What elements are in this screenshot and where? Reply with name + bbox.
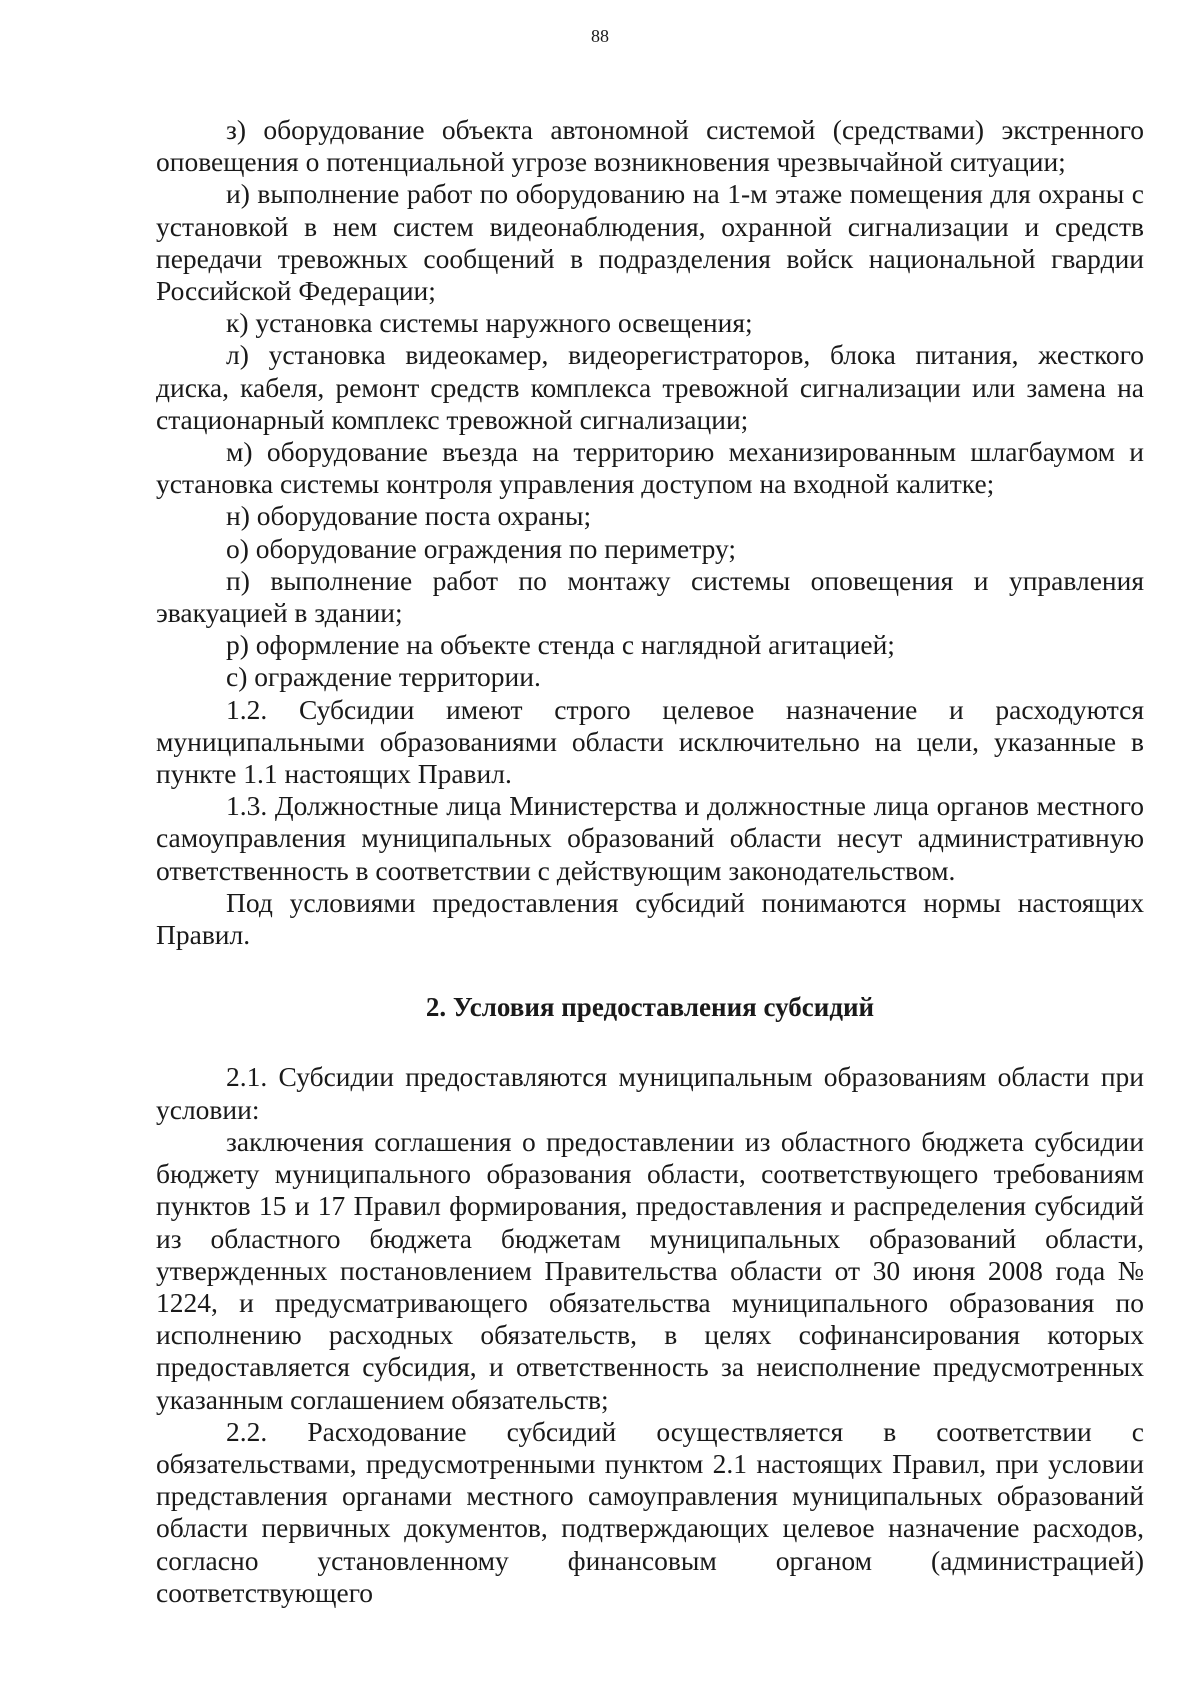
paragraph-agreement: заключения соглашения о предоставлении из областного бюджета субсидии бюджету муниципального образования области, соответствующего требованиям пунктов 15 и 17 Правил формирования, предоставления и распределения субсидий из областного бюджета бюджетам муниципальных образований области, утвержденных постановлением Правительства области от 30 июня 2008 года № 1224, и предусматривающего обязательства муниципального образования по исполнению расходных обязательств, в целях софинансирования которых предоставляется субсидия, и ответственность за неисполнение предусмотренных указанным соглашением обязательств; (156, 1125, 1144, 1415)
paragraph-item-o: о) оборудование ограждения по периметру; (226, 532, 737, 564)
paragraph-item-i: и) выполнение работ по оборудованию на 1-м этаже помещения для охраны с установкой в нем систем видеонаблюдения, охранной сигнализации и средств передачи тревожных сообщений в подразделения войск национальной гвардии Российской Федерации; (156, 178, 1144, 307)
paragraph-item-m: м) оборудование въезда на территорию механизированным шлагбаумом и установка системы контроля управления доступом на входной калитке; (156, 436, 1144, 500)
paragraph-item-n: н) оборудование поста охраны; (226, 500, 592, 532)
paragraph-1-2: 1.2. Субсидии имеют строго целевое назначение и расходуются муниципальными образованиями области исключительно на цели, указанные в пункте 1.1 настоящих Правил. (156, 693, 1144, 790)
page-number: 88 (591, 26, 609, 46)
paragraph-2-1: 2.1. Субсидии предоставляются муниципальным образованиям области при условии: (156, 1061, 1144, 1125)
paragraph-conditions-note: Под условиями предоставления субсидий понимаются нормы настоящих Правил. (156, 886, 1144, 951)
section-title: 2. Условия предоставления субсидий (425, 992, 875, 1023)
paragraph-1-3: 1.3. Должностные лица Министерства и должностные лица органов местного самоуправления муниципальных образований области несут административную ответственность в соответствии с действующим законодательством. (156, 790, 1144, 886)
paragraph-item-z: з) оборудование объекта автономной системой (средствами) экстренного оповещения о потенциальной угрозе возникновения чрезвычайной ситуации; (156, 114, 1144, 178)
paragraph-item-k: к) установка системы наружного освещения; (226, 307, 753, 339)
paragraph-2-2: 2.2. Расходование субсидий осуществляется в соответствии с обязательствами, предусмотренными пунктом 2.1 настоящих Правил, при условии представления органами местного самоуправления муниципальных образований области первичных документов, подтверждающих целевое назначение расходов, согласно установленному финансовым органом (администрацией) соответствующего (156, 1415, 1144, 1608)
document-body (156, 114, 1144, 1609)
paragraph-item-l: л) установка видеокамер, видеорегистраторов, блока питания, жесткого диска, кабеля, ремонт средств комплекса тревожной сигнализации или замена на стационарный комплекс тревожной сигнализации; (156, 339, 1144, 435)
paragraph-item-r: р) оформление на объекте стенда с наглядной агитацией; (226, 629, 895, 661)
paragraph-item-p: п) выполнение работ по монтажу системы оповещения и управления эвакуацией в здании; (156, 564, 1144, 629)
paragraph-item-s: с) ограждение территории. (226, 661, 541, 693)
